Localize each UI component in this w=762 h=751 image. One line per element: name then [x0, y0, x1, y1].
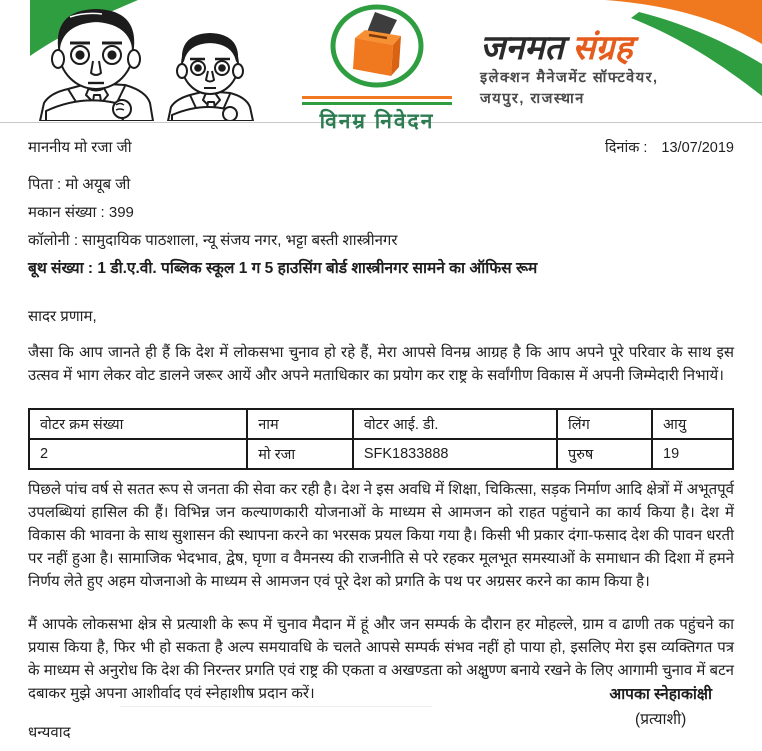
voter-table-data-row — [29, 439, 733, 469]
col-header-voter-id: वोटर आई. डी. — [353, 409, 557, 439]
ballot-box-icon — [329, 4, 425, 88]
booth-line: बूथ संख्या : 1 डी.ए.वी. पब्लिक स्कूल 1 ग 5 हाउसिंग बोर्ड शास्त्रीनगर सामने का ऑफिस रूम — [28, 260, 538, 277]
signoff-candidate: (प्रत्याशी) — [635, 711, 687, 728]
two-candidates-illustration — [30, 3, 258, 121]
cell-name: मो रजा — [247, 439, 353, 469]
brand-subtitle-line2: जयपुर, राजस्थान — [480, 91, 585, 107]
cell-voter-id: SFK1833888 — [353, 439, 557, 469]
recipient-date-row — [28, 137, 734, 157]
voter-details-table — [28, 408, 734, 470]
date-label: दिनांक : — [604, 140, 648, 156]
paragraph-2: पिछले पांच वर्ष से सतत रूप से जनता की सेवा कर रही है। देश ने इस अवधि में शिक्षा, चिकित्सा, सड़क निर्माण आदि क्षेत्रों में अभूतपूर्व उपलब्धियां हासिल की हैं। विभिन्न जन कल्याणकारी योजनाओं के माध्यम से आमजन को राहत पहुंचाने का कार्य किया है। देश में विकास की भावना के साथ सुशासन की स्थापना करने का भरसक प्रयल किया गया है। किसी भी प्रकार दंगा-फसाद देश की पावन धरती पर नहीं हुआ है। सामाजिक भेदभाव, द्वेष, घृणा व वैमनस्य की राजनीति से परे रहकर मूलभूत समस्याओं के समाधान की दिशा में हमने निर्णय लेते हुए अहम योजनाओ के माध्यम से आमजन एवं पूरे देश को प्रगति के पथ पर अग्रसर करने का काम किया है। — [28, 481, 734, 590]
letter-date — [605, 137, 734, 157]
house-number-line: मकान संख्या : 399 — [28, 204, 134, 221]
signoff-block — [609, 682, 712, 732]
colony-line: कॉलोनी : सामुदायिक पाठशाला, न्यू संजय नगर, भट्टा बस्ती शास्त्रीनगर — [28, 232, 398, 249]
brand-title-part2: संग्रह — [572, 30, 633, 67]
signature-placeholder-line — [120, 706, 432, 707]
tricolor-flag-swoosh-icon — [587, 0, 762, 102]
cell-age: 19 — [652, 439, 733, 469]
col-header-name: नाम — [247, 409, 353, 439]
letter-body — [0, 137, 762, 742]
vinamra-nivedan-logo — [293, 4, 461, 135]
tricolor-green-bar — [302, 102, 452, 105]
signoff-wellwisher: आपका स्नेहाकांक्षी — [609, 686, 712, 703]
recipient-name: माननीय मो रजा जी — [28, 139, 132, 156]
cell-gender: पुरुष — [557, 439, 652, 469]
cell-serial: 2 — [29, 439, 247, 469]
paragraph-3: मैं आपके लोकसभा क्षेत्र से प्रत्याशी के रूप में चुनाव मैदान में हूं और जन सम्पर्क के दौरान हर मोहल्ले, ग्राम व ढाणी तक पहुंचने का प्रयास किया है, फिर भी हो सकता है अल्प समयावधि के चलते आपसे सम्पर्क संभव नहीं हो पाया हो, इसलिए मेरा इस व्यक्तिगत पत्र के माध्यम से अनुरोध कि देश की निरन्तर प्रगति एवं राष्ट्र की एकता व अखण्डता को अक्षुण्ण बनाये रखने के लिए आगामी चुनाव में बटन दबाकर मुझे अपना आशीर्वाद एवं स्नेहाशीष प्रदान करें। — [28, 616, 734, 702]
letter-header — [0, 0, 762, 133]
date-value: 13/07/2019 — [661, 140, 734, 156]
col-header-gender: लिंग — [557, 409, 652, 439]
logo-caption: विनम्र निवेदन — [319, 110, 435, 133]
father-line: पिता : मो अयूब जी — [28, 176, 131, 193]
salutation: सादर प्रणाम, — [28, 308, 97, 325]
paragraph-1: जैसा कि आप जानते ही हैं कि देश में लोकसभा चुनाव हो रहे हैं, मेरा आपसे विनम्र आग्रह है कि आप अपने पूरे परिवार के साथ इस उत्सव में भाग लेकर वोट डालने जरूर आयें और अपने मताधिकार का प्रयोग कर राष्ट्र के सर्वांगीण विकास में अपनी जिम्मेदारी निभायें। — [28, 344, 734, 384]
tricolor-divider — [302, 96, 452, 105]
brand-subtitle-line1: इलेक्शन मैनेजमेंट सॉफ्टवेयर, — [480, 70, 659, 86]
thanks-line: धन्यवाद — [28, 724, 71, 741]
col-header-serial: वोटर क्रम संख्या — [29, 409, 247, 439]
col-header-age: आयु — [652, 409, 733, 439]
brand-title-part1: जनमत — [480, 30, 564, 67]
voter-table-header-row — [29, 409, 733, 439]
